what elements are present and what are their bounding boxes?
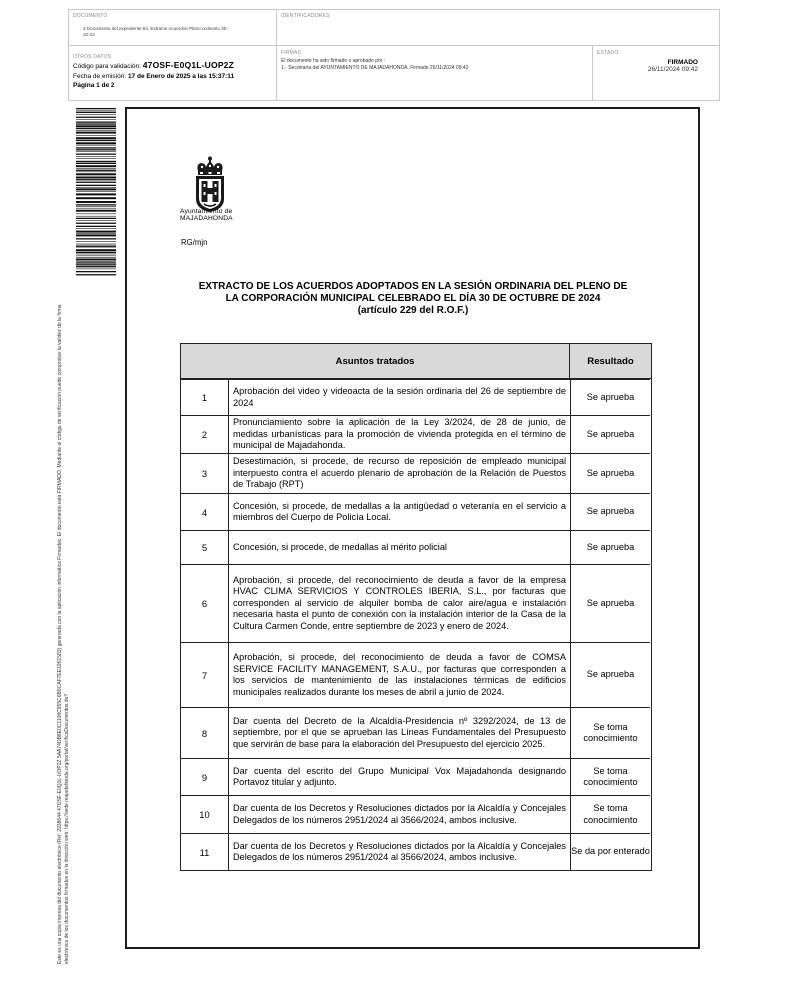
firmas-line-1: El documento ha sido firmado o aprobado por :: [281, 58, 386, 64]
agreements-table: [180, 343, 652, 871]
title-line-2: LA CORPORACIÓN MUNICIPAL CELEBRADO EL DÍA 30 DE OCTUBRE DE 2024: [225, 293, 601, 304]
title-line-3: (artículo 229 del R.O.F.): [357, 305, 469, 316]
barcode-bar: [76, 238, 116, 239]
barcode-bar: [76, 201, 116, 203]
barcode-bar: [76, 206, 116, 207]
barcode-bar: [76, 261, 116, 262]
barcode-bar: [76, 214, 116, 215]
row-asunto: Pronunciamiento sobre la aplicación de la Ley 3/2024, de 28 de junio, de medidas urbanísticas para la promoción de vivienda protegida en el término de municipal de Majadahonda.: [233, 417, 566, 451]
barcode-bar: [76, 145, 116, 146]
table-row: [181, 707, 650, 758]
barcode-bar: [76, 117, 116, 118]
table-row: [181, 453, 650, 493]
verification-side-text: Este es una copia impresa del documento electrónico (Ref: 2938644 47OSF-E0Q1L-UOP2Z 5AA74DB8E0C1108C955C6B9CAF7EE1951583) generada con la aplicación informática Firmadoc. El documento está FIRMADO. Mediante el código de verificación puede comprobar la validez de la firma electrónica de los documentos firmados en la dirección web: https://sede.majadahonda.org/portal/verificaDocumentos.do?: [57, 304, 70, 964]
row-asunto: Concesión, si procede, de medallas a la antigüedad o veteranía en el servicio a miembros del Cuerpo de Policía Local.: [233, 500, 566, 522]
row-number: 6: [181, 565, 229, 642]
barcode-bar: [76, 154, 116, 155]
barcode-bar: [76, 244, 116, 245]
row-asunto: Aprobación del video y videoacta de la sesión ordinaria del 26 de septiembre de 2024: [233, 386, 566, 408]
barcode-bar: [76, 252, 116, 253]
row-resultado: Se toma conocimiento: [570, 759, 650, 795]
barcode-bar: [76, 245, 116, 246]
row-asunto: Dar cuenta de los Decretos y Resoluciones dictados por la Alcaldía y Concejales Delegados de los números 2951/2024 al 3566/2024, ambos inclusive.: [233, 803, 566, 825]
barcode-bar: [76, 165, 116, 167]
row-number: 10: [181, 796, 229, 833]
row-resultado: Se toma conocimiento: [570, 796, 650, 833]
barcode-bar: [76, 193, 116, 195]
barcode-bar: [76, 226, 116, 227]
barcode-bar: [76, 112, 116, 113]
barcode-bar: [76, 246, 116, 247]
row-resultado: Se toma conocimiento: [570, 708, 650, 758]
barcode-bar: [76, 262, 116, 263]
barcode-bar: [76, 142, 116, 144]
row-number: 9: [181, 759, 229, 795]
row-number: 3: [181, 454, 229, 493]
barcode-bar: [76, 274, 116, 275]
barcode-bar: [76, 269, 116, 270]
estado-label: ESTADO: [597, 50, 619, 56]
codigo-value[interactable]: 47OSF-E0Q1L-UOP2Z: [142, 60, 235, 70]
barcode-bar: [76, 130, 116, 131]
barcode-bar: [76, 172, 116, 173]
barcode-bar: [76, 108, 116, 109]
documento-cell: [69, 10, 277, 46]
logo-line-2: MAJADAHONDA: [180, 215, 233, 222]
barcode-bar: [76, 128, 116, 129]
fecha-value: 17 de Enero de 2025 a las 15:37:11: [127, 72, 235, 80]
reference-code: RG/mjn: [181, 238, 208, 247]
row-number: 11: [181, 834, 229, 870]
barcode-bar: [76, 123, 116, 124]
barcode-bar: [76, 188, 116, 190]
firmas-cell: [277, 46, 593, 101]
row-resultado: Se aprueba: [570, 565, 650, 642]
firmas-line-2: 1.- Secretaría del AYUNTAMIENTO DE MAJADAHONDA. Firmado 26/11/2024 09:42: [281, 65, 469, 71]
documento-label: DOCUMENTO: [73, 13, 108, 19]
table-row: [181, 379, 650, 415]
barcode-bar: [76, 114, 116, 115]
barcode-bar: [76, 234, 116, 236]
estado-date: 26/11/2024 09:42: [647, 66, 698, 73]
otros-datos-cell: [69, 46, 277, 101]
barcode-bar: [76, 266, 116, 267]
barcode-bar: [76, 264, 116, 265]
row-number: 1: [181, 380, 229, 415]
row-number: 7: [181, 643, 229, 707]
fecha-emision: [73, 73, 272, 82]
row-number: 5: [181, 531, 229, 564]
table-row: [181, 530, 650, 564]
documento-text: 3 Documento del expediente 84. Extracto Acuerdos Pleno ordinario 30-10-24: [83, 26, 228, 37]
barcode-bar: [76, 137, 116, 139]
row-asunto: Aprobación, si procede, del reconocimiento de deuda a favor de COMSA SERVICE FACILITY MANAGEMENT, S.A.U., por facturas que corresponden a los servicios de mantenimiento de las instalaciones térmicas de edificios municipales realizados durante los meses de abril a junio de 2024.: [233, 652, 566, 697]
firmas-label: FIRMAS: [281, 50, 302, 56]
barcode-bar: [76, 122, 116, 123]
barcode-bar: [76, 173, 116, 175]
barcode-bar: [76, 158, 116, 159]
barcode-bar: [76, 204, 116, 205]
barcode-bar: [76, 125, 116, 127]
barcode-bar: [76, 170, 116, 171]
barcode-bar: [76, 210, 116, 212]
header-resultado: Resultado: [570, 344, 651, 379]
row-resultado: Se aprueba: [570, 454, 650, 493]
codigo-validacion: [73, 61, 272, 72]
title-line-1: EXTRACTO DE LOS ACUERDOS ADOPTADOS EN LA SESIÓN ORDINARIA DEL PLENO DE: [198, 281, 628, 292]
barcode-bar: [76, 163, 116, 164]
barcode-bar: [76, 231, 116, 233]
codigo-prefix: Código para validación:: [73, 63, 141, 70]
barcode-bar: [76, 254, 116, 255]
barcode-bar: [76, 191, 116, 192]
document-header: [68, 9, 720, 101]
barcode-bar: [76, 241, 116, 242]
barcode-bar: [76, 208, 116, 209]
barcode-bar: [76, 185, 116, 186]
table-row: [181, 758, 650, 795]
otros-datos-label: OTROS DATOS: [73, 54, 112, 60]
row-resultado: Se aprueba: [570, 494, 650, 530]
barcode-bar: [76, 218, 116, 219]
header-asuntos: Asuntos tratados: [181, 344, 570, 379]
barcode-bar: [76, 149, 116, 150]
row-number: 4: [181, 494, 229, 530]
barcode-bar: [76, 147, 116, 148]
table-row: [181, 833, 650, 870]
barcode-bar: [76, 259, 116, 261]
barcode-bar: [76, 135, 116, 136]
row-resultado: Se aprueba: [570, 531, 650, 564]
barcode-bar: [76, 228, 116, 229]
row-asunto: Concesión, si procede, de medallas al mérito policial: [233, 541, 447, 552]
identificadores-label: IDENTIFICADORES: [281, 13, 330, 19]
table-row: [181, 415, 650, 453]
row-number: 8: [181, 708, 229, 758]
barcode-bar: [76, 223, 116, 224]
row-resultado: Se aprueba: [570, 416, 650, 453]
row-asunto: Desestimación, si procede, de recurso de reposición de empleado municipal interpuesto contra el acuerdo plenario de aprobación de la Relación de Puestos de Trabajo (RPT): [233, 456, 566, 490]
row-asunto: Dar cuenta del escrito del Grupo Municipal Vox Majadahonda designando Portavoz titular y adjunto.: [233, 765, 566, 787]
estado-value: FIRMADO: [667, 59, 698, 66]
table-row: [181, 493, 650, 530]
estado-cell: [593, 46, 720, 101]
barcode-bar: [76, 182, 116, 183]
row-number: 2: [181, 416, 229, 453]
barcode-bar: [76, 187, 116, 188]
table-row: [181, 564, 650, 642]
table-row: [181, 642, 650, 707]
fecha-prefix: Fecha de emisión:: [73, 72, 127, 80]
document-title: [168, 281, 658, 317]
barcode-bar: [76, 132, 116, 134]
barcode-bar: [76, 111, 116, 112]
row-resultado: Se aprueba: [570, 643, 650, 707]
row-asunto: Dar cuenta del Decreto de la Alcaldía-Presidencia nº 3292/2024, de 13 de septiembre, por el que se aprueban las Líneas Fundamentales del Presupuesto que servirán de base para la elaboración del Presupuesto del ejercicio 2025.: [233, 715, 566, 749]
logo-line-1: Ayuntamiento de: [180, 208, 233, 215]
row-asunto: Aprobación, si procede, del reconocimiento de deuda a favor de la empresa HVAC CLIMA SERVICIOS Y CONTROLES IBERIA, S.L., por facturas que corresponden al servicio de alquiler bomba de calor aire/agua e instalación necesaria hasta el punto de conexión con la instalación interior de la Casa de la Cultura Carmen Conde, entre septiembre de 2023 y enero de 2024.: [233, 574, 566, 631]
barcode-bar: [76, 119, 116, 120]
barcode-bar: [76, 233, 116, 234]
row-resultado: Se aprueba: [570, 380, 650, 415]
barcode-bar: [76, 140, 116, 141]
barcode-bar: [76, 151, 116, 152]
barcode-bar: [76, 271, 116, 272]
barcode-bar: [76, 220, 116, 221]
row-asunto: Dar cuenta de los Decretos y Resoluciones dictados por la Alcaldía y Concejales Delegados de los números 2951/2024 al 3566/2024, ambos inclusive.: [233, 840, 566, 862]
identificadores-cell: [277, 10, 720, 46]
table-row: [181, 795, 650, 833]
barcode-bar: [76, 161, 116, 162]
barcode-icon: [76, 108, 116, 276]
barcode-bar: [76, 197, 116, 199]
barcode-bar: [76, 168, 116, 169]
barcode-bar: [76, 256, 116, 257]
barcode-bar: [76, 249, 116, 251]
row-resultado: Se da por enterado: [570, 834, 650, 870]
barcode-bar: [76, 177, 116, 179]
barcode-bar: [76, 257, 116, 258]
barcode-bar: [76, 179, 116, 180]
barcode-bar: [76, 216, 116, 217]
barcode-bar: [76, 156, 116, 157]
page-counter: Página 1 de 2: [73, 82, 115, 89]
